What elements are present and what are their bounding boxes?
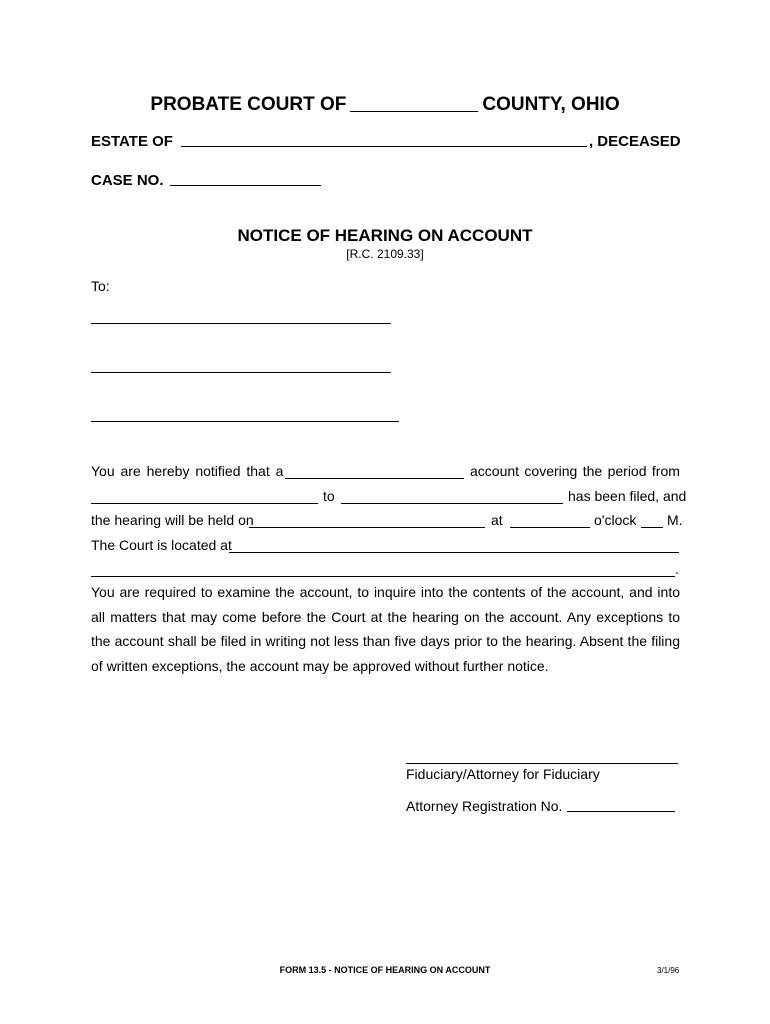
county-field[interactable]: [350, 94, 478, 112]
form-date: 3/1/96: [657, 966, 680, 975]
hearing-held-text: the hearing will be held on: [91, 512, 254, 528]
to-label: To:: [91, 278, 110, 294]
registration-line: [406, 798, 675, 814]
case-number-label: CASE NO.: [91, 172, 164, 189]
hearing-date-field[interactable]: [249, 527, 485, 528]
account-type-field[interactable]: [285, 478, 464, 479]
oclock-text: o'clock: [594, 512, 637, 528]
hearing-row-4: [91, 537, 679, 555]
at-text: at: [491, 512, 503, 528]
hearing-row-3: [91, 512, 683, 530]
filed-text: has been filed, and: [568, 488, 687, 504]
case-number-field[interactable]: [170, 172, 321, 186]
m-text: M.: [667, 512, 683, 528]
court-title: [0, 94, 770, 116]
hearing-time-field[interactable]: [510, 527, 590, 528]
signature-field[interactable]: [406, 763, 678, 764]
period-from-text: account covering the period from: [470, 463, 680, 479]
hearing-row-5: [91, 561, 679, 579]
court-prefix: PROBATE COURT OF: [150, 94, 347, 115]
case-number-line: [91, 172, 321, 189]
instructions-paragraph: You are required to examine the account, to inquire into the contents of the account, and into all matters that may come before the Court at the hearing on the account. Any exceptions to the account shall be filed in writing not less than five days prior to the hearing. Absent the filing of written exceptions, the account may be approved without further notice.: [91, 584, 680, 674]
hearing-row-2: [91, 488, 687, 506]
recipient-field-2[interactable]: [91, 372, 391, 373]
period-end-field[interactable]: [341, 503, 563, 504]
court-location-field-2[interactable]: [91, 576, 675, 577]
court-located-text: The Court is located at: [91, 537, 232, 553]
location-period: .: [675, 561, 679, 577]
statute-reference: [R.C. 2109.33]: [346, 247, 424, 261]
to-text: to: [323, 488, 335, 504]
estate-label: ESTATE OF: [91, 133, 173, 150]
estate-name-field[interactable]: [181, 133, 587, 147]
registration-number-field[interactable]: [567, 798, 675, 812]
registration-label: Attorney Registration No.: [406, 798, 563, 814]
period-start-field[interactable]: [91, 503, 318, 504]
am-pm-field[interactable]: [641, 527, 663, 528]
court-suffix: COUNTY, OHIO: [482, 94, 620, 115]
recipient-field-1[interactable]: [91, 323, 391, 324]
form-footer: FORM 13.5 - NOTICE OF HEARING ON ACCOUNT: [279, 965, 491, 975]
fiduciary-label: Fiduciary/Attorney for Fiduciary: [406, 766, 600, 782]
court-location-field[interactable]: [229, 552, 679, 553]
deceased-label: , DECEASED: [588, 133, 681, 150]
recipient-field-3[interactable]: [91, 421, 399, 422]
estate-line: [91, 133, 681, 150]
hearing-row-1: [91, 463, 679, 481]
notice-title: NOTICE OF HEARING ON ACCOUNT: [237, 226, 533, 245]
notified-text: You are hereby notified that a: [91, 463, 284, 479]
